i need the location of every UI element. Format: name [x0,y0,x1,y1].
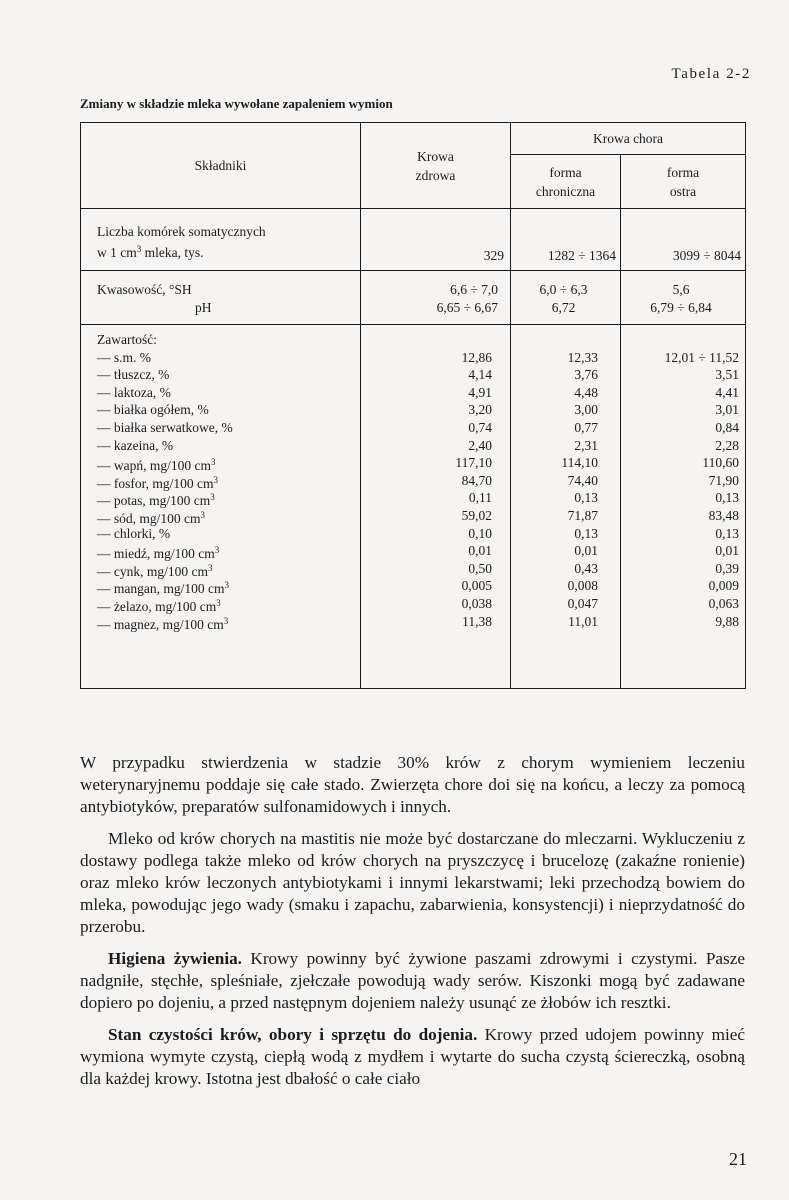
content-row-value: 0,009 [708,578,739,594]
somatic-label: Liczba komórek somatycznych w 1 $cm^3$ mleka, tys. [81,209,361,271]
header-krowa-chora: Krowa chora [511,123,746,155]
content-row-value: 0,74 [468,419,492,435]
content-row-value: 4,91 [468,384,492,400]
content-row-value: 117,10 [455,455,492,471]
content-row-value: 0,84 [715,419,739,435]
content-row-value: 11,38 [462,613,492,629]
content-row-value: 12,01 ÷ 11,52 [664,349,739,365]
paragraph-4: Stan czystości krów, obory i sprzętu do dojenia. Krowy przed udojem powinny mieć wymiona wymyte czystą, ciepłą wodą z mydłem i wytarte do sucha czystą ściereczką, osobną dla każdej krowy. Istotna jest dbałość o całe ciało [80,1025,745,1088]
content-row-value: 0,39 [715,560,739,576]
content-row-value: 0,047 [567,595,598,611]
header-krowa-zdrowa: Krowa zdrowa [361,123,511,209]
content-header: Zawartość: [97,332,157,347]
acidity-ostra: 5,6 6,79 ÷ 6,84 [621,271,746,325]
content-row-value: 9,88 [715,613,739,629]
page-number: 21 [729,1149,747,1169]
milk-composition-table [80,122,746,689]
content-row-value: 3,01 [715,402,739,418]
content-row-value: 0,50 [468,560,492,576]
content-row-value: 114,10 [561,455,598,471]
content-row-value: 83,48 [708,507,739,523]
content-row-value: 0,038 [461,595,492,611]
acidity-zdrowa: 6,6 ÷ 7,0 6,65 ÷ 6,67 [361,271,511,325]
content-row-label: — magnez, mg/100 $cm^3$ [97,615,229,632]
content-row-value: 0,005 [461,578,492,594]
content-row-label: — laktoza, % [97,384,171,400]
paragraph-3: Higiena żywienia. Krowy powinny być żywione paszami zdrowymi i czystymi. Pasze nadgniłe, stęchłe, spleśniałe, zjełczałe powodują wady serów. Kiszonki mogą być zadawane dopiero po dojeniu, a przed następnym dojeniem należy usunąć ze żłobów ich resztki. [80,949,745,1012]
content-row-value: 0,13 [715,490,739,506]
content-row-label: — kazeina, % [97,437,174,453]
content-row-value: 0,13 [574,525,598,541]
content-row-label: — sód, mg/100 $cm^3$ [97,509,205,526]
content-row-label: — fosfor, mg/100 $cm^3$ [97,474,218,491]
header-forma-ostra: forma ostra [621,155,746,209]
content-row-label: — potas, mg/100 $cm^3$ [97,492,215,509]
acidity-label: Kwasowość, °SH pH [81,271,361,325]
header-skladniki: Składniki [81,123,361,209]
content-row-value: 2,31 [574,437,598,453]
table-caption: Zmiany w składzie mleka wywołane zapaleniem wymion [80,96,393,111]
content-row-value: 74,40 [567,472,598,488]
content-row-label: — białka ogółem, % [97,402,209,418]
content-row-value: 0,13 [715,525,739,541]
content-row-value: 0,01 [715,543,739,559]
content-row-label: — chlorki, % [97,525,171,541]
content-row-value: 2,40 [468,437,492,453]
content-row-value: 12,86 [461,349,492,365]
paragraph-2: Mleko od krów chorych na mastitis nie może być dostarczane do mleczarni. Wykluczeniu z dostawy podlega także mleko od krów chorych na pryszczycę i brucelozę (zakaźne ronienie) oraz mleko krów leczonych antybiotykami i innymi lekarstwami; leki przechodzą bowiem do mleka, powodując jego wady (smaku i zapachu, zabarwienia, konsystencji) i nieprzydatność do przerobu. [80,829,745,936]
somatic-zdrowa: 329 [361,209,511,271]
content-row-value: 0,43 [574,560,598,576]
content-row-value: 3,20 [468,402,492,418]
content-row-value: 4,41 [715,384,739,400]
content-row-value: 71,90 [708,472,739,488]
content-row-value: 3,76 [574,367,598,383]
header-forma-chroniczna: forma chroniczna [511,155,621,209]
content-labels [81,325,361,689]
content-row-value: 0,01 [574,543,598,559]
paragraph-1: W przypadku stwierdzenia w stadzie 30% krów z chorym wymieniem leczeniu weterynaryjnemu poddaje się całe stado. Zwierzęta chore doi się na końcu, a leczy za pomocą antybiotyków, preparatów sulfonamidowych i innych. [80,753,745,816]
content-row-value: 59,02 [461,507,492,523]
somatic-chroniczna: 1282 ÷ 1364 [511,209,621,271]
content-row-value: 110,60 [702,455,739,471]
content-row-value: 0,11 [468,490,492,506]
acidity-chroniczna: 6,0 ÷ 6,3 6,72 [511,271,621,325]
content-row-value: 0,13 [574,490,598,506]
content-row-value: 3,00 [574,402,598,418]
content-row-label: — białka serwatkowe, % [97,419,233,435]
content-row-value: 11,01 [568,613,598,629]
table-number: Tabela 2-2 [671,66,751,82]
content-row-label: — wapń, mg/100 $cm^3$ [97,457,216,474]
content-row-label: — tłuszcz, % [97,367,170,383]
content-row-value: 12,33 [567,349,598,365]
content-row-value: 4,14 [468,367,492,383]
content-chroniczna [511,325,621,689]
content-row-value: 0,063 [708,595,739,611]
content-row-value: 71,87 [567,507,598,523]
content-row-value: 3,51 [715,367,739,383]
body-text [80,752,745,1100]
content-row-value: 2,28 [715,437,739,453]
content-zdrowa [361,325,511,689]
content-row-value: 0,01 [468,543,492,559]
content-row-label: — cynk, mg/100 $cm^3$ [97,562,213,579]
content-row-value: 84,70 [461,472,492,488]
content-row-value: 0,10 [468,525,492,541]
content-row-label: — miedź, mg/100 $cm^3$ [97,545,220,562]
content-row-label: — żelazo, mg/100 $cm^3$ [97,597,221,614]
content-row-label: — mangan, mg/100 $cm^3$ [97,580,229,597]
content-row-value: 0,008 [567,578,598,594]
content-ostra [621,325,746,689]
content-row-label: — s.m. % [97,349,151,365]
content-row-value: 4,48 [574,384,598,400]
content-row-value: 0,77 [574,419,598,435]
somatic-ostra: 3099 ÷ 8044 [621,209,746,271]
